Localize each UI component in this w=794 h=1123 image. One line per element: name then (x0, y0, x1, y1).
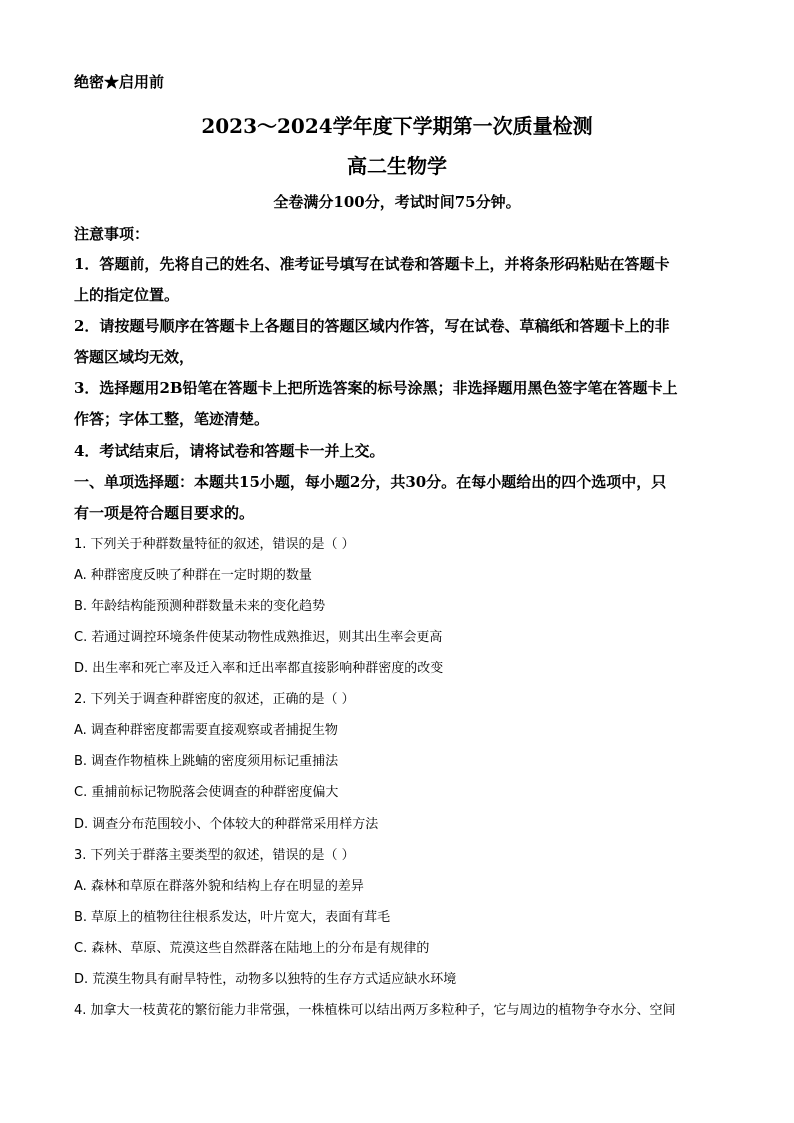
question-option: A. 森林和草原在群落外貌和结构上存在明显的差异 (74, 879, 364, 894)
question-option: C. 森林、草原、荒漠这些自然群落在陆地上的分布是有规律的 (74, 941, 430, 956)
note-line: 3．选择题用2B铅笔在答题卡上把所选答案的标号涂黑；非选择题用黑色签字笔在答题卡上 (74, 379, 678, 397)
note-line: 4．考试结束后，请将试卷和答题卡一并上交。 (74, 442, 385, 460)
note-line: 1．答题前，先将自己的姓名、准考证号填写在试卷和答题卡上，并将条形码粘贴在答题卡 (74, 255, 670, 273)
section-heading: 一、单项选择题：本题共15小题，每小题2分，共30分。在每小题给出的四个选项中，只 (74, 473, 667, 491)
note-line: 上的指定位置。 (74, 286, 180, 304)
note-line: 答题区域均无效， (74, 348, 195, 366)
question-option: B. 草原上的植物往往根系发达，叶片宽大，表面有茸毛 (74, 910, 391, 925)
question-option: B. 年龄结构能预测种群数量未来的变化趋势 (74, 599, 326, 614)
question-stem: 1. 下列关于种群数量特征的叙述，错误的是（ ） (74, 537, 355, 552)
section-heading-cont: 有一项是符合题目要求的。 (74, 504, 255, 522)
question-option: C. 重捕前标记物脱落会使调查的种群密度偏大 (74, 785, 339, 800)
question-stem: 3. 下列关于群落主要类型的叙述，错误的是（ ） (74, 848, 355, 863)
note-line: 作答；字体工整，笔迹清楚。 (74, 410, 270, 428)
note-line: 2．请按题号顺序在答题卡上各题目的答题区域内作答，写在试卷、草稿纸和答题卡上的非 (74, 317, 670, 335)
question-option: A. 调查种群密度都需要直接观察或者捕捉生物 (74, 723, 338, 738)
secrecy-label: 绝密★启用前 (74, 73, 165, 91)
notes-heading: 注意事项： (74, 225, 150, 243)
question-option: D. 调查分布范围较小、个体较大的种群常采用样方法 (74, 817, 379, 832)
question-option: D. 出生率和死亡率及迁入率和迁出率都直接影响种群密度的改变 (74, 661, 444, 676)
question-stem: 4. 加拿大一枝黄花的繁衍能力非常强，一株植株可以结出两万多粒种子，它与周边的植物争夺水分、空间 (74, 1003, 676, 1018)
exam-info: 全卷满分100分，考试时间75分钟。 (273, 193, 521, 211)
question-option: D. 荒漠生物具有耐旱特性，动物多以独特的生存方式适应缺水环境 (74, 972, 457, 987)
question-option: C. 若通过调控环境条件使某动物性成熟推迟，则其出生率会更高 (74, 630, 443, 645)
question-option: B. 调查作物植株上跳蝻的密度须用标记重捕法 (74, 754, 339, 769)
subject-title: 高二生物学 (347, 154, 447, 178)
question-option: A. 种群密度反映了种群在一定时期的数量 (74, 568, 312, 583)
exam-title: 2023～2024学年度下学期第一次质量检测 (201, 114, 593, 138)
question-stem: 2. 下列关于调查种群密度的叙述，正确的是（ ） (74, 692, 355, 707)
